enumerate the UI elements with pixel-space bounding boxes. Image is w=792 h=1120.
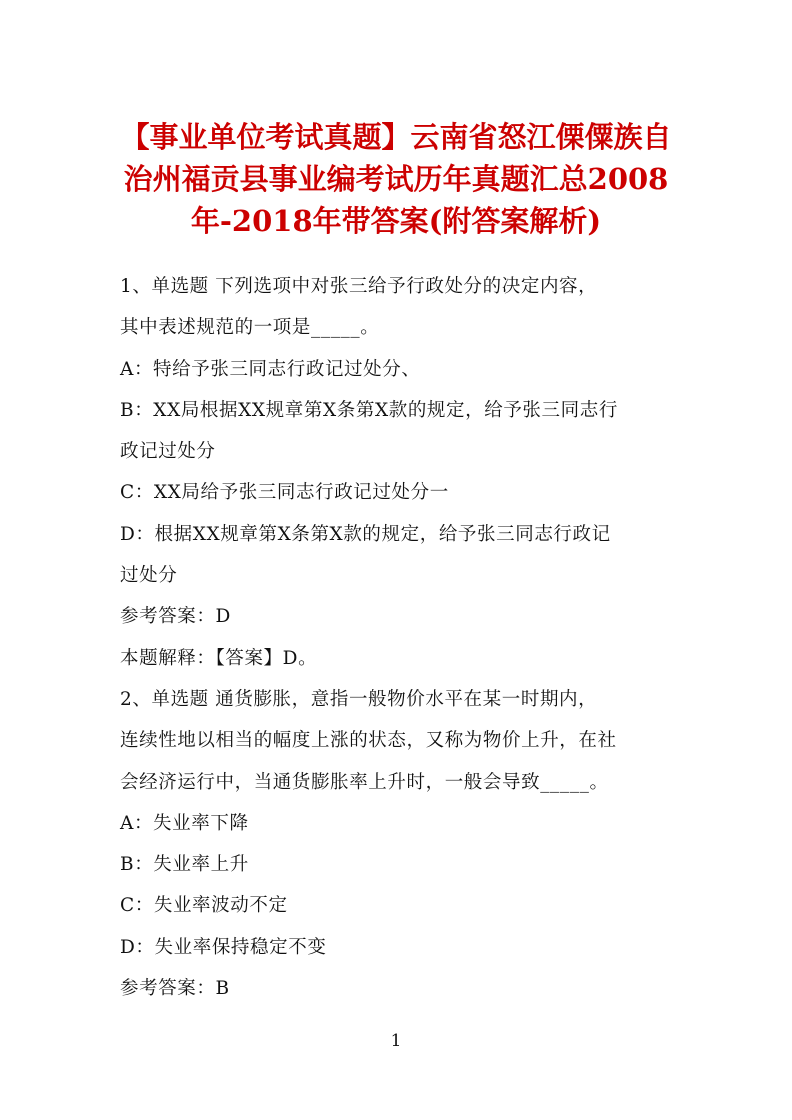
- question-1-option-a: A：特给予张三同志行政记过处分、: [120, 358, 421, 380]
- title-line-3: 年-2018年带答案(附答案解析): [190, 204, 602, 238]
- question-1-stem-line-2: 其中表述规范的一项是_____。: [120, 317, 380, 339]
- question-1-option-b-line-1: B：XX局根据XX规章第X条第X款的规定，给予张三同志行: [120, 399, 618, 421]
- question-2-answer: 参考答案：B: [120, 978, 230, 1000]
- question-1-option-d-line-1: D：根据XX规章第X条第X款的规定，给予张三同志行政记: [120, 523, 611, 545]
- question-1-answer: 参考答案：D: [120, 606, 231, 628]
- question-2-option-c: C：失业率波动不定: [120, 895, 288, 917]
- title-line-1: 【事业单位考试真题】云南省怒江傈僳族自: [120, 120, 672, 154]
- document-body: [120, 266, 676, 1009]
- question-2: [120, 679, 676, 1009]
- question-2-stem-line-1: 2、单选题 通货膨胀，意指一般物价水平在某一时期内，: [120, 688, 598, 710]
- document-title: [110, 116, 682, 242]
- question-1: [120, 266, 676, 679]
- question-2-option-d: D：失业率保持稳定不变: [120, 936, 327, 958]
- page-number: 1: [390, 1031, 402, 1051]
- question-2-option-b: B：失业率上升: [120, 854, 249, 876]
- title-line-2: 治州福贡县事业编考试历年真题汇总2008: [123, 162, 669, 196]
- question-1-stem-line-1: 1、单选题 下列选项中对张三给予行政处分的决定内容，: [120, 276, 598, 297]
- question-1-option-d-line-2: 过处分: [120, 565, 178, 587]
- question-2-option-a: A：失业率下降: [120, 812, 249, 834]
- question-1-explanation: 本题解释：【答案】D。: [120, 647, 318, 669]
- question-1-option-c: C：XX局给予张三同志行政记过处分一: [120, 482, 449, 504]
- question-1-option-b-line-2: 政记过处分: [120, 441, 216, 463]
- question-2-stem-line-2: 连续性地以相当的幅度上涨的状态，又称为物价上升，在社: [120, 730, 617, 752]
- question-2-stem-line-3: 会经济运行中，当通货膨胀率上升时，一般会导致_____。: [120, 771, 609, 793]
